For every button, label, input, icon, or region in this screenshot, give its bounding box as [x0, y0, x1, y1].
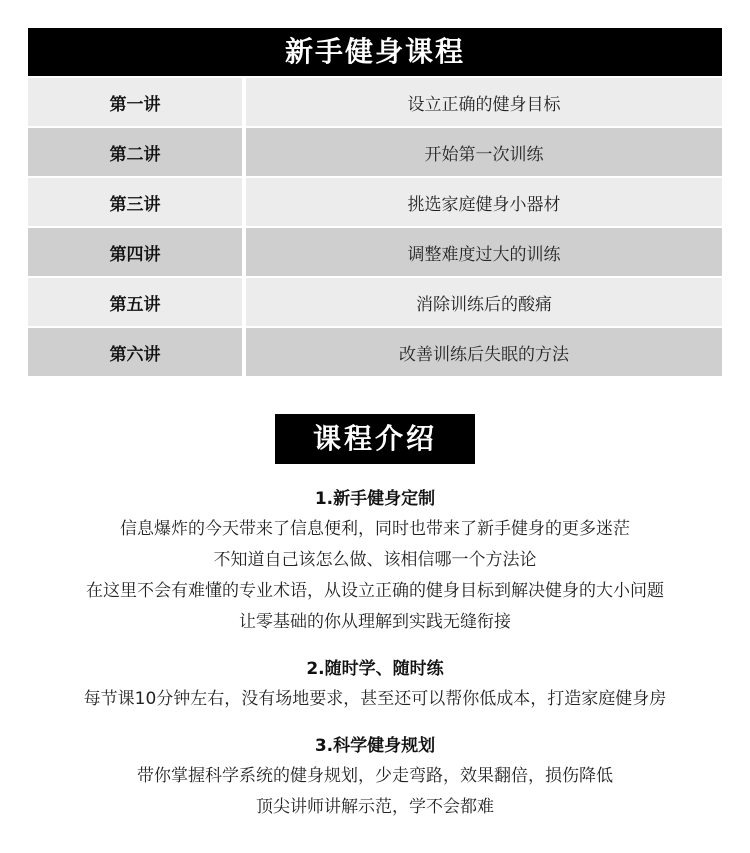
intro-body — [0, 484, 750, 839]
lesson-title: 挑选家庭健身小器材 — [246, 178, 722, 226]
section-line: 让零基础的你从理解到实践无缝衔接 — [239, 612, 511, 632]
lesson-title: 设立正确的健身目标 — [246, 78, 722, 126]
lesson-number: 第三讲 — [28, 178, 242, 226]
lesson-number: 第五讲 — [28, 278, 242, 326]
intro-title: 课程介绍 — [275, 414, 475, 464]
lesson-title: 改善训练后失眠的方法 — [246, 328, 722, 376]
intro-section — [0, 654, 750, 715]
section-line: 在这里不会有难懂的专业术语，从设立正确的健身目标到解决健身的大小问题 — [86, 581, 664, 601]
lesson-title: 调整难度过大的训练 — [246, 228, 722, 276]
intro-section — [0, 731, 750, 823]
lesson-title: 开始第一次训练 — [246, 128, 722, 176]
lesson-number: 第六讲 — [28, 328, 242, 376]
section-line: 不知道自己该怎么做、该相信哪一个方法论 — [213, 550, 537, 570]
section-heading: 3.科学健身规划 — [314, 736, 436, 756]
course-row — [28, 78, 722, 126]
section-line: 信息爆炸的今天带来了信息便利，同时也带来了新手健身的更多迷茫 — [120, 519, 630, 539]
lesson-title: 消除训练后的酸痛 — [246, 278, 722, 326]
course-row — [28, 128, 722, 176]
section-heading: 2.随时学、随时练 — [306, 659, 444, 679]
intro-section — [0, 484, 750, 638]
section-line: 带你掌握科学系统的健身规划，少走弯路，效果翻倍，损伤降低 — [137, 766, 613, 786]
course-row — [28, 228, 722, 276]
section-line: 每节课10分钟左右，没有场地要求，甚至还可以帮你低成本，打造家庭健身房 — [83, 689, 667, 709]
course-table-title: 新手健身课程 — [28, 28, 722, 76]
section-line: 顶尖讲师讲解示范，学不会都难 — [256, 797, 494, 817]
course-table — [28, 78, 722, 378]
course-row — [28, 178, 722, 226]
lesson-number: 第四讲 — [28, 228, 242, 276]
lesson-number: 第二讲 — [28, 128, 242, 176]
section-heading: 1.新手健身定制 — [314, 489, 436, 509]
course-row — [28, 278, 722, 326]
lesson-number: 第一讲 — [28, 78, 242, 126]
course-row — [28, 328, 722, 376]
